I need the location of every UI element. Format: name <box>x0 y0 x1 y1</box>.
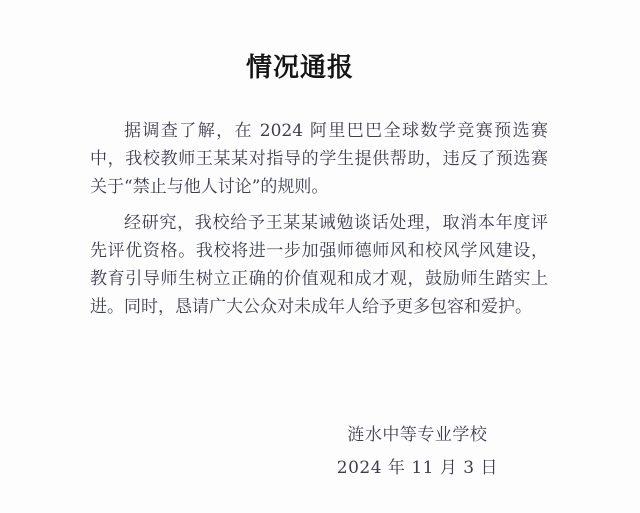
notice-paragraph-2: 经研究，我校给予王某某诫勉谈话处理，取消本年度评先评优资格。我校将进一步加强师德师风和校风学风建设，教育引导师生树立正确的价值观和成才观，鼓励师生踏实上进。同时，恳请广大公众对未成年人给予更多包容和爱护。 <box>90 213 548 317</box>
notice-body <box>90 117 548 321</box>
notice-content <box>90 52 548 485</box>
notice-paragraph-1: 据调查了解，在 2024 阿里巴巴全球数学竞赛预选赛中，我校教师王某某对指导的学生提供帮助，违反了预选赛关于“禁止与他人讨论”的规则。 <box>90 121 548 197</box>
signature-block <box>337 419 498 485</box>
notice-title: 情况通报 <box>245 53 354 83</box>
signature-school-name: 涟水中等专业学校 <box>347 425 488 445</box>
signature-date: 2024 年 11 月 3 日 <box>336 458 498 478</box>
